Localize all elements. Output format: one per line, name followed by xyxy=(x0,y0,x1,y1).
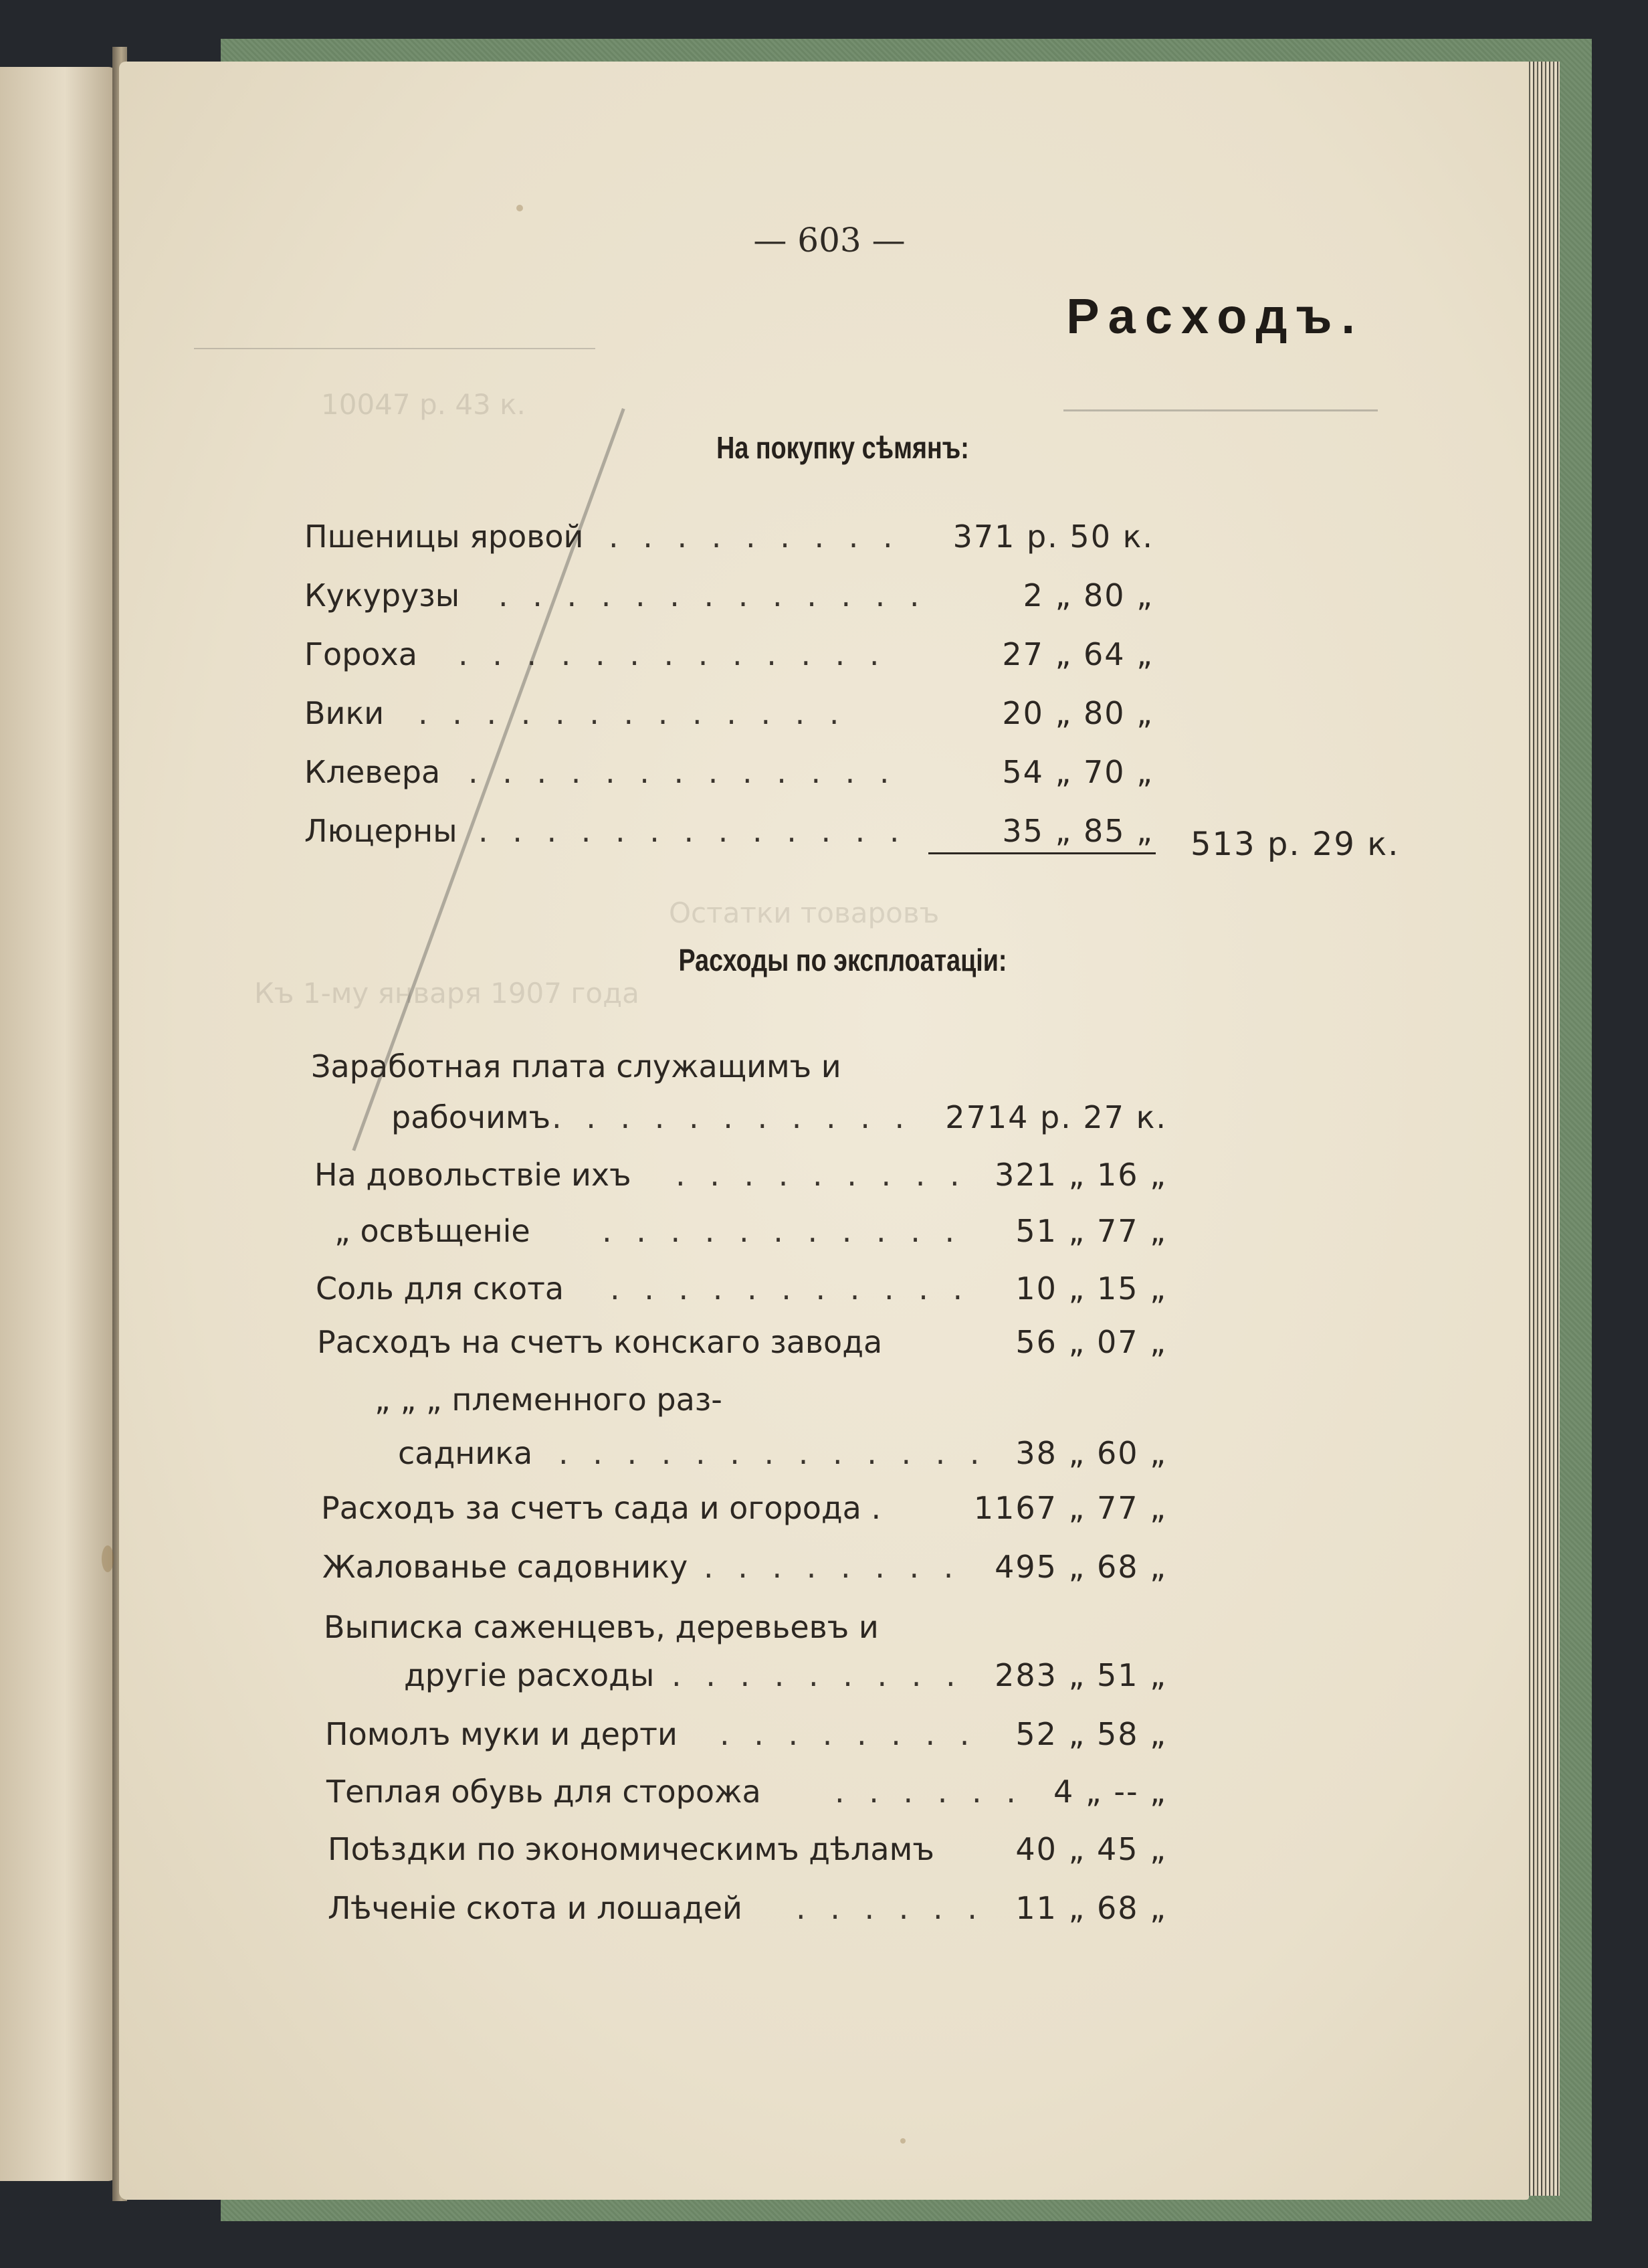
row-label: Жалованье садовнику xyxy=(322,1549,688,1585)
row-amount: 321 „ 16 „ xyxy=(995,1157,1167,1193)
row-amount: 27 „ 64 „ xyxy=(1002,636,1154,672)
row-label: Теплая обувь для сторожа xyxy=(326,1774,761,1810)
dot-leader: . . . . . . . . . xyxy=(609,518,900,555)
ledger-row-first-line xyxy=(311,1045,1167,1088)
dot-leader: . . . . . . . . xyxy=(720,1716,977,1752)
ledger-row xyxy=(326,1770,1167,1813)
row-amount: 52 „ 58 „ xyxy=(1015,1716,1167,1752)
row-label: На довольствіе ихъ xyxy=(314,1157,631,1193)
row-amount: 1167 „ 77 „ xyxy=(973,1490,1167,1526)
row-label: Соль для скота xyxy=(316,1270,564,1307)
row-amount: 371 р. 50 к. xyxy=(952,518,1154,555)
dot-leader: . . . . . . . . . xyxy=(672,1657,963,1693)
row-amount: 10 „ 15 „ xyxy=(1015,1270,1167,1307)
ledger-row xyxy=(325,1713,1167,1756)
pencil-mark xyxy=(194,348,595,349)
row-label: Выписка саженцевъ, деревьевъ и xyxy=(324,1609,879,1645)
page-number: — 603 — xyxy=(753,221,906,260)
dot-leader: . . . . . . . . . . . . . xyxy=(458,636,887,672)
row-label: Расходъ за счетъ сада и огорода . xyxy=(321,1490,882,1526)
ledger-row xyxy=(321,1487,1167,1529)
dot-leader: . . . . . . xyxy=(796,1890,985,1926)
row-label-continuation: садника xyxy=(398,1435,533,1471)
bleed-through-text: 10047 р. 43 к. xyxy=(321,388,526,421)
row-label: Расходъ на счетъ конскаго завода xyxy=(317,1324,883,1360)
row-label-continuation: рабочимъ xyxy=(391,1099,551,1135)
row-amount: 4 „ -- „ xyxy=(1053,1774,1167,1810)
ledger-row xyxy=(324,1654,1167,1697)
ledger-row xyxy=(318,1432,1167,1475)
ledger-row xyxy=(304,751,1154,793)
ledger-row xyxy=(328,1887,1167,1929)
ledger-row xyxy=(328,1828,1167,1871)
section-heading-operations: Расходы по эксплоатаціи: xyxy=(678,943,1007,977)
ledger-row xyxy=(304,515,1154,558)
ledger-row xyxy=(334,1210,1167,1252)
paper-stain xyxy=(102,1545,114,1572)
ledger-row xyxy=(314,1153,1167,1196)
paper-speck xyxy=(516,205,523,211)
dot-leader: . . . . . . . . . . . xyxy=(610,1270,970,1307)
row-amount: 38 „ 60 „ xyxy=(1015,1435,1167,1471)
ledger-row xyxy=(311,1096,1167,1139)
dot-leader: . . . . . . . . . xyxy=(676,1157,967,1193)
sum-underline xyxy=(928,852,1156,854)
row-amount: 56 „ 07 „ xyxy=(1015,1324,1167,1360)
ledger-row xyxy=(304,692,1154,735)
row-amount: 2 „ 80 „ xyxy=(1023,577,1154,613)
left-page-edge xyxy=(0,67,118,2181)
dot-leader: . . . . . . . . . . . xyxy=(602,1213,962,1249)
dot-leader: . . . . . . . . . . . . . xyxy=(418,695,847,731)
row-label: Вики xyxy=(304,695,385,731)
ledger-row xyxy=(304,574,1154,617)
dot-leader: . . . . . . . . . . . xyxy=(552,1099,912,1135)
ledger-row-first-line xyxy=(375,1378,1167,1421)
row-label: Гороха xyxy=(304,636,417,672)
dot-leader: . . . . . . . . . . . . . xyxy=(468,754,897,790)
row-label: Люцерны xyxy=(304,813,457,849)
section-heading-seeds: На покупку сѣмянъ: xyxy=(716,430,969,465)
bleed-through-text: Остатки товаровъ xyxy=(669,896,940,929)
row-label: Заработная плата служащимъ и xyxy=(311,1048,841,1084)
page-title: Расходъ. xyxy=(1066,288,1364,344)
row-label: Пшеницы яровой xyxy=(304,518,584,555)
ledger-row xyxy=(304,810,1154,852)
row-amount: 495 „ 68 „ xyxy=(995,1549,1167,1585)
row-label: „ „ „ племенного раз- xyxy=(375,1382,722,1418)
ledger-row-first-line xyxy=(324,1606,1167,1648)
dot-leader: . . . . . . . . xyxy=(704,1549,961,1585)
row-label: „ освѣщеніе xyxy=(334,1213,530,1249)
row-label: Поѣздки по экономическимъ дѣламъ xyxy=(328,1831,934,1867)
paper-speck xyxy=(900,2138,906,2144)
row-label: Кукурузы xyxy=(304,577,460,613)
dot-leader: . . . . . . . . . . . . . xyxy=(558,1435,987,1471)
row-label: Лѣченіе скота и лошадей xyxy=(328,1890,742,1926)
pencil-mark xyxy=(1063,409,1378,411)
row-amount: 54 „ 70 „ xyxy=(1002,754,1154,790)
row-amount: 35 „ 85 „ xyxy=(1002,813,1154,849)
row-amount: 11 „ 68 „ xyxy=(1015,1890,1167,1926)
dot-leader: . . . . . . . . . . . . . xyxy=(498,577,927,613)
dot-leader: . . . . . . . . . . . . . xyxy=(478,813,907,849)
ledger-row xyxy=(317,1321,1167,1363)
row-label-continuation: другіе расходы xyxy=(404,1657,655,1693)
row-amount: 2714 р. 27 к. xyxy=(945,1099,1167,1135)
row-amount: 51 „ 77 „ xyxy=(1015,1213,1167,1249)
row-amount: 20 „ 80 „ xyxy=(1002,695,1154,731)
ledger-row xyxy=(304,633,1154,676)
row-amount: 40 „ 45 „ xyxy=(1015,1831,1167,1867)
ledger-row xyxy=(322,1545,1167,1588)
seeds-total: 513 р. 29 к. xyxy=(1191,826,1400,863)
bleed-through-text: Къ 1-му января 1907 года xyxy=(254,977,639,1010)
row-label: Помолъ муки и дерти xyxy=(325,1716,678,1752)
row-label: Клевера xyxy=(304,754,441,790)
row-amount: 283 „ 51 „ xyxy=(995,1657,1167,1693)
dot-leader: . . . . . . xyxy=(835,1774,1023,1810)
ledger-row xyxy=(316,1267,1167,1310)
